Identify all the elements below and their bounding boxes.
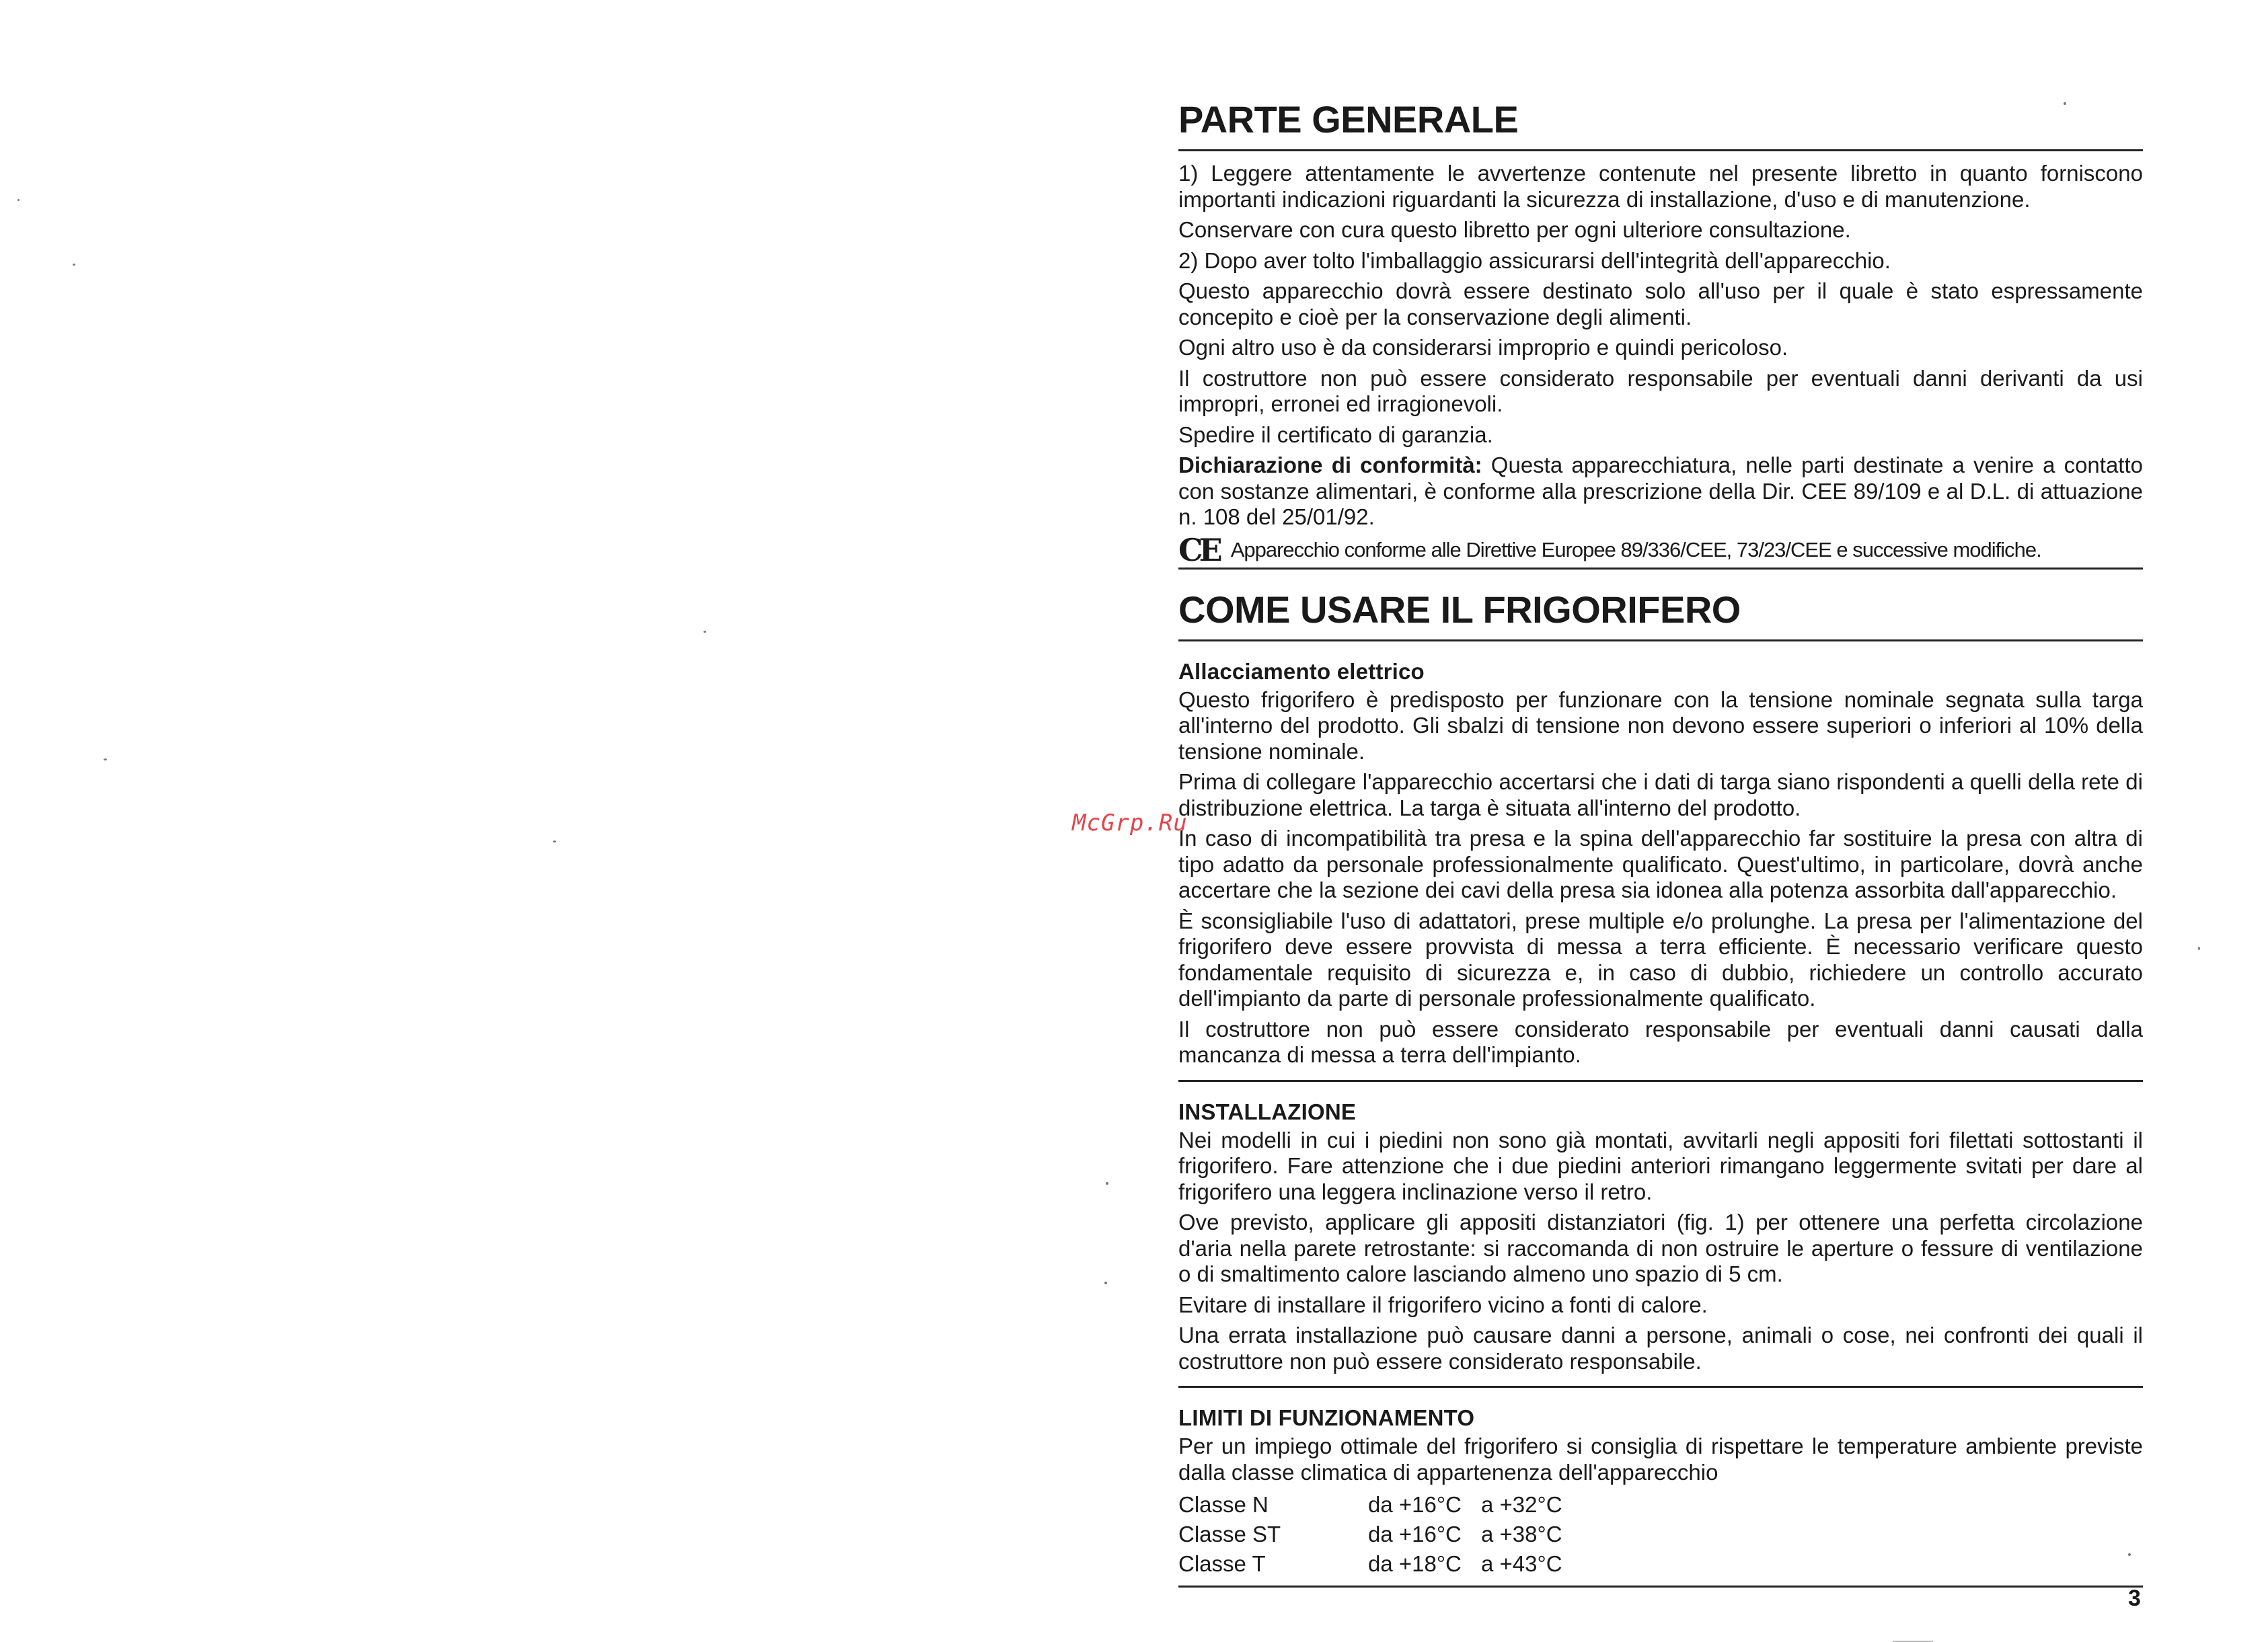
section-title-usage: COME USARE IL FRIGORIFERO (1178, 584, 2143, 641)
class-from: da +16°C (1368, 1522, 1462, 1547)
class-to: a +32°C (1481, 1492, 1562, 1517)
class-to: a +38°C (1481, 1522, 1562, 1547)
scan-speck (1106, 1182, 1108, 1185)
conformity-declaration (1178, 453, 2143, 531)
scan-speck (2064, 102, 2066, 105)
table-row (1178, 1520, 1562, 1549)
paragraph: Nei modelli in cui i piedini non sono già montati, avvitarli negli appositi fori filettati sottostanti il frigorifero. Fare attenzione che i due piedini anteriori rimangano leggermente svitati per dare al frigorifero una leggera inclinazione verso il retro. (1178, 1127, 2143, 1204)
scan-speck (1104, 1282, 1107, 1284)
table-row (1178, 1490, 1562, 1520)
scan-speck (73, 264, 75, 266)
table-row (1178, 1549, 1562, 1579)
scan-speck (104, 758, 107, 760)
scan-speck (2198, 947, 2200, 950)
ce-text: Apparecchio conforme alle Direttive Europee 89/336/CEE, 73/23/CEE e successive modifiche. (1230, 537, 2041, 561)
operating-limits-block (1178, 1404, 2143, 1588)
ce-statement (1178, 531, 2143, 570)
paragraph: Evitare di installare il frigorifero vicino a fonti di calore. (1178, 1292, 1708, 1317)
paragraph: Questo frigorifero è predisposto per funzionare con la tensione nominale segnata sulla targa all'interno del prodotto. Gli sbalzi di tensione non devono essere superiori o inferiori al 10% della tensione nominale. (1178, 687, 2143, 764)
paragraph: È sconsigliabile l'uso di adattatori, prese multiple e/o prolunghe. La presa per l'alimentazione del frigorifero deve essere provvista di messa a terra efficiente. È necessario verificare questo fondamentale requisito di sicurezza e, in caso di dubbio, richiedere un controllo accurato dell'impianto da parte di personale professionalmente qualificato. (1178, 908, 2143, 1011)
conformity-text: Questa apparecchiatura, nelle parti destinate a venire a contatto con sostanze alimentari, è conforme alla prescrizione della Dir. CEE 89/109 e al D.L. di attuazione n. 108 del 25/01/92. (1178, 453, 2143, 529)
subsection-title-electrical: Allacciamento elettrico (1178, 658, 1425, 684)
ce-mark-icon: CE (1178, 531, 1219, 568)
paragraph: Conservare con cura questo libretto per ogni ulteriore consultazione. (1178, 217, 1851, 242)
class-name: Classe N (1178, 1492, 1269, 1517)
electrical-connection-block (1178, 658, 2143, 1082)
subsection-title-limits: LIMITI DI FUNZIONAMENTO (1178, 1405, 1475, 1430)
climate-class-table (1178, 1490, 1562, 1579)
paragraph: 2) Dopo aver tolto l'imballaggio assicurarsi dell'integrità dell'apparecchio. (1178, 247, 1891, 273)
paragraph: In caso di incompatibilità tra presa e la spina dell'apparecchio far sostituire la presa con altra di tipo adatto da personale professionalmente qualificato. Quest'ultimo, in particolare, dovrà anche accertare che la sezione dei cavi della presa sia idonea alla potenza assorbita dall'apparecchio. (1178, 826, 2143, 902)
paragraph: 1) Leggere attentamente le avvertenze contenute nel presente libretto in quanto forniscono importanti indicazioni riguardanti la sicurezza di installazione, d'uso e di manutenzione. (1178, 161, 2143, 212)
scan-speck (553, 840, 556, 843)
class-name: Classe T (1178, 1551, 1266, 1576)
subsection-title-installation: INSTALLAZIONE (1178, 1099, 1357, 1124)
paragraph: Il costruttore non può essere considerato responsabile per eventuali danni derivanti da usi impropri, erronei ed irragionevoli. (1178, 365, 2143, 416)
paragraph: Ove previsto, applicare gli appositi distanziatori (fig. 1) per ottenere una perfetta circolazione d'aria nella parete retrostante: si raccomanda di non ostruire le aperture o fessure di ventilazione o di smaltimento calore lasciando almeno uno spazio di 5 cm. (1178, 1210, 2143, 1286)
paragraph: Il costruttore non può essere considerato responsabile per eventuali danni causati dalla mancanza di messa a terra dell'impianto. (1178, 1016, 2143, 1067)
paragraph: Questo apparecchio dovrà essere destinato solo all'uso per il quale è stato espressamente concepito e cioè per la conservazione degli alimenti. (1178, 278, 2143, 329)
page-number: 3 (2128, 1586, 2141, 1611)
conformity-label: Dichiarazione di conformità: (1178, 453, 1482, 477)
scan-speck (704, 631, 706, 633)
paragraph: Prima di collegare l'apparecchio accertarsi che i dati di targa siano rispondenti a quelli della rete di distribuzione elettrica. La targa è situata all'interno del prodotto. (1178, 769, 2143, 820)
installation-block (1178, 1098, 2143, 1389)
section-title-general: PARTE GENERALE (1178, 94, 2143, 151)
paragraph: Per un impiego ottimale del frigorifero si consiglia di rispettare le temperature ambiente previste dalla classe climatica di appartenenza dell'apparecchio (1178, 1434, 2143, 1485)
watermark: McGrp.Ru (1072, 810, 1188, 836)
class-to: a +43°C (1481, 1551, 1562, 1576)
class-name: Classe ST (1178, 1522, 1281, 1547)
scan-speck (17, 199, 20, 201)
class-from: da +16°C (1368, 1492, 1462, 1517)
paragraph: Una errata installazione può causare danni a persone, animali o cose, nei confronti dei quali il costruttore non può essere considerato responsabile. (1178, 1323, 2143, 1374)
class-from: da +18°C (1368, 1551, 1462, 1576)
manual-page (1178, 94, 2143, 1588)
paragraph: Spedire il certificato di garanzia. (1178, 422, 1493, 447)
scan-speck (2128, 1553, 2131, 1556)
paragraph: Ogni altro uso è da considerarsi improprio e quindi pericoloso. (1178, 335, 1788, 360)
